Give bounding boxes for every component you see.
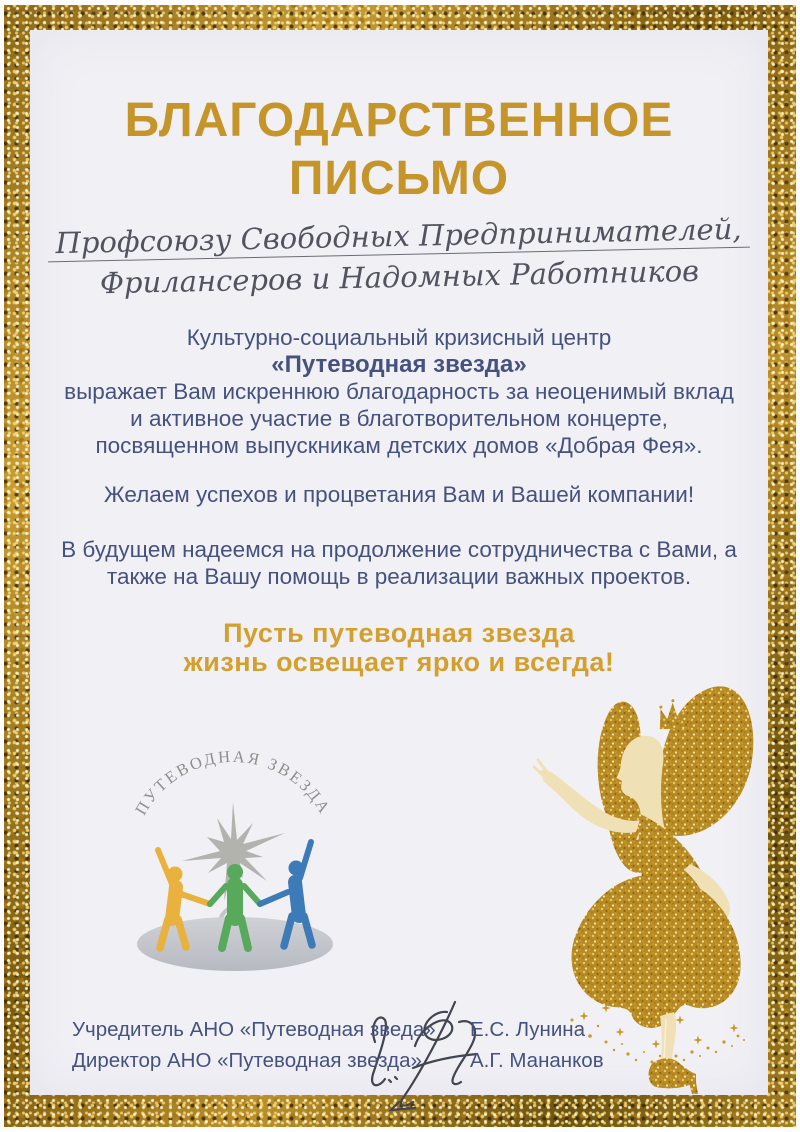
gratitude-line-2: и активное участие в благотворительном концерте,: [130, 406, 668, 431]
logo-arc-text: ПУТЕВОДНАЯ ЗВЕЗДА: [131, 746, 335, 819]
letter-title: [30, 92, 768, 208]
founder-name: Е.С. Лунина: [470, 1018, 585, 1041]
title-line-1: БЛАГОДАРСТВЕННОЕ: [124, 94, 674, 147]
recipient-line-2: Фрилансеров и Надомных Работников: [99, 253, 700, 301]
director-name: А.Г. Мананков: [470, 1049, 604, 1072]
body-paragraph: [30, 324, 768, 459]
director-label: Директор АНО «Путеводная звезда»: [72, 1049, 422, 1072]
motto-line-1: Пусть путеводная звезда: [223, 618, 575, 648]
organization-logo: [115, 744, 355, 984]
org-intro: Культурно-социальный кризисный центр: [186, 325, 612, 350]
fairy-shoe-heel: [688, 1076, 698, 1094]
fairy-shoe-icon: [649, 1058, 696, 1088]
handwritten-recipient: [29, 208, 769, 305]
gratitude-line-1: выражает Вам искреннюю благодарность за неоценимый вклад: [64, 379, 734, 404]
future-paragraph: [30, 536, 768, 590]
founder-label: Учредитель АНО «Путеводная зведа»: [72, 1018, 436, 1041]
motto-line-2: жизнь освещает ярко и всегда!: [183, 647, 615, 677]
title-line-2: ПИСЬМО: [288, 152, 510, 205]
fairy-crown-icon: [656, 697, 691, 732]
wish-line: Желаем успехов и процветания Вам и Вашей компании!: [103, 482, 695, 507]
future-line-2: также на Вашу помощь в реализации важных проектов.: [106, 564, 692, 589]
recipient-line-1: Профсоюзу Свободных Предпринимателей,: [29, 208, 768, 264]
gratitude-line-3: посвященном выпускникам детских домов «Добрая Фея».: [95, 433, 703, 458]
future-line-1: В будущем надеемся на продолжение сотрудничества с Вами, а: [61, 537, 737, 562]
org-name: «Путеводная звезда»: [271, 351, 527, 378]
letter-paper: [30, 30, 768, 1095]
